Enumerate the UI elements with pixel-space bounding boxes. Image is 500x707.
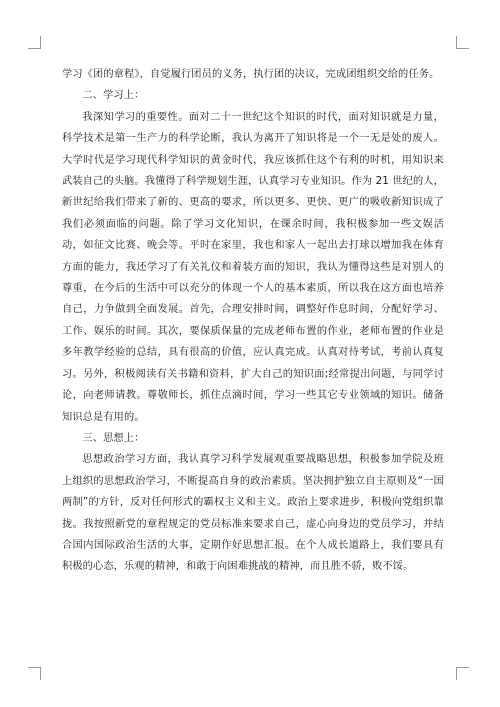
section-heading-thought: 三、思想上： xyxy=(82,432,145,444)
paragraph-study: 我深知学习的重要性。面对二十一世纪这个知识的时代，面对知识就是力量，科学技术是第一生产力的科学论断，我认为离开了知识将是一个一无是处的废人。大学时代是学习现代科学知识的黄金时代，我应该抓住这个有利的时机，用知识来武装自己的头脑。我懂得了科学规划生涯，认真学习专业知识。作为 21 世纪的人，新世纪给我们带来了新的、更高的要求，所以更多、更快、更广的吸收新知识成了我们必须面临的问题。除了学习文化知识，在课余时间，我积极参加一些文娱活动，如征文比赛、晚会等。平时在家里，我也和家人一起出去打球以增加我在体育方面的能力，我还学习了有关礼仪和着装方面的知识，我认为懂得这些是对别人的尊重，在今后的生活中可以充分的体现一个人的基本素质，所以我在这方面也培养自己，力争做到全面发展。首先，合理安排时间，调整好作息时间，分配好学习、工作、娱乐的时间。其次，要保质保量的完成老师布置的作业，老师布置的作业是多年教学经验的总结，具有很高的价值，应认真完成。认真对待考试，考前认真复习。另外，积极阅读有关书籍和资料，扩大自己的知识面;经常提出问题，与同学讨论，向老师请教。尊敬师长，抓住点滴时间，学习一些其它专业领域的知识。储备知识总是有用的。 xyxy=(62,111,444,423)
crop-mark-bottom-right xyxy=(456,667,469,680)
crop-mark-top-left xyxy=(28,36,41,49)
crop-mark-top-right xyxy=(456,36,469,49)
section-heading-study: 二、学习上： xyxy=(82,90,145,102)
paragraph-oath-continuation: 学习《团的章程》，自觉履行团员的义务，执行团的决议，完成团组织交给的任务。 xyxy=(62,69,440,80)
document-body xyxy=(62,64,444,578)
paragraph-thought: 思想政治学习方面，我认真学习科学发展观重要战略思想，积极参加学院及班上组织的思想政治学习，不断提高自身的政治素质。坚决拥护独立自主原则及“一国两制”的方针，反对任何形式的霸权主义和主义。政治上要求进步，积极向党组织靠拢。我按照新党的章程规定的党员标准来要求自己，虚心向身边的党员学习，并结合国内国际政治生活的大事，定期作好思想汇报。在个人成长道路上，我们要具有积极的心态，乐观的精神，和敢于向困难挑战的精神，而且胜不骄，败不馁。 xyxy=(62,454,444,573)
crop-mark-bottom-left xyxy=(28,667,41,680)
